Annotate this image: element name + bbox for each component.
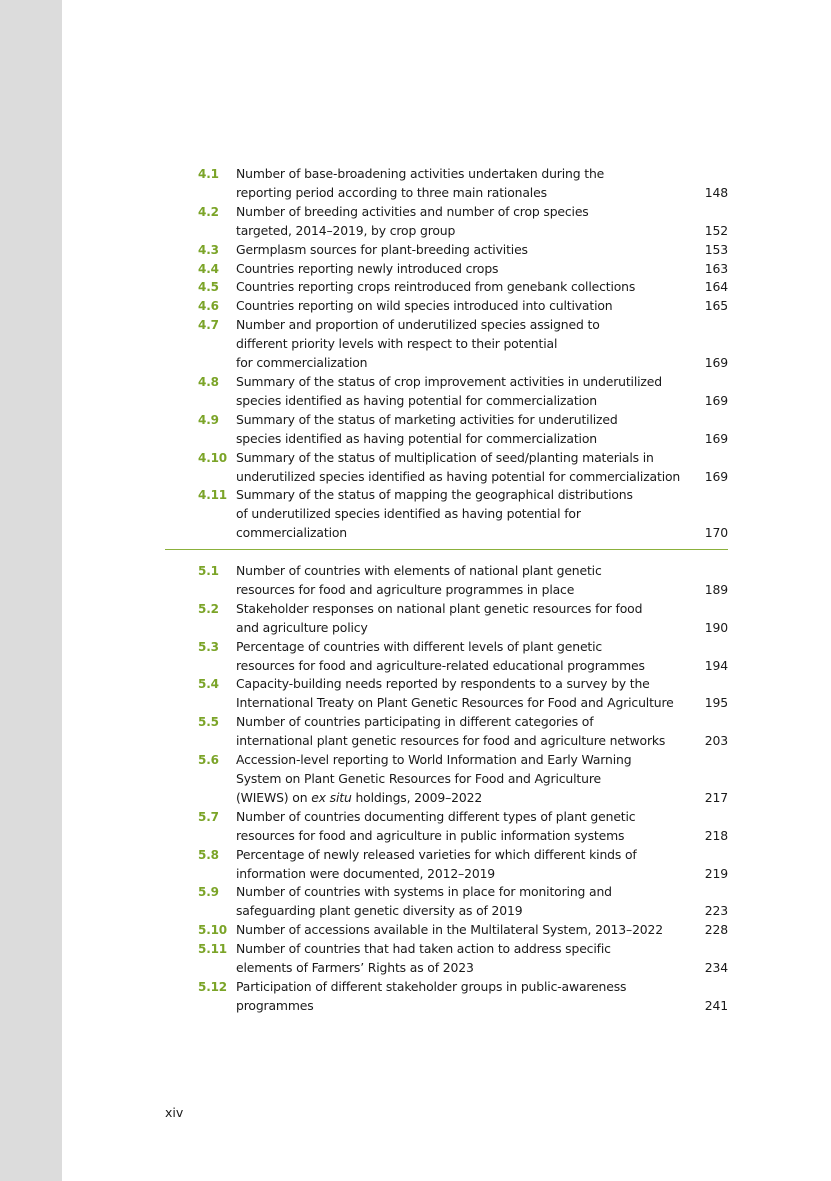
toc-entry-page: 195 [704, 695, 728, 711]
toc-entry-page: 194 [704, 657, 728, 673]
toc-entry[interactable] [165, 562, 728, 600]
toc-entry-page: 190 [704, 619, 728, 635]
section-divider [165, 549, 728, 550]
toc-entry-page: 169 [704, 355, 728, 371]
toc-entry-number: 5.6 [198, 753, 219, 768]
toc-entry-number: 5.7 [198, 809, 219, 824]
toc-entry[interactable] [165, 260, 728, 279]
toc-entry[interactable] [165, 278, 728, 297]
toc-entry[interactable] [165, 940, 728, 978]
toc-entry-number: 5.10 [198, 923, 228, 938]
toc-entry-page: 163 [704, 260, 728, 276]
toc-entry-number: 5.12 [198, 979, 228, 994]
toc-entry-page: 189 [704, 581, 728, 597]
toc-entry-number: 5.1 [198, 564, 219, 578]
toc-entry[interactable] [165, 600, 728, 638]
toc-section-4 [165, 165, 728, 543]
toc-entry-page: 165 [704, 298, 728, 314]
toc-entry[interactable] [165, 486, 728, 543]
toc-entry-title-line: Countries reporting crops reintroduced from genebank collections [236, 279, 636, 295]
toc-entry[interactable] [165, 921, 728, 940]
toc-entry-page: 219 [704, 865, 728, 881]
toc-entry-title-line: and agriculture policy [236, 619, 368, 635]
toc-entry[interactable] [165, 713, 728, 751]
toc-entry-title-line: resources for food and agriculture programmes in place [236, 581, 575, 597]
toc-entry-title-line: species identified as having potential for commercialization [236, 430, 597, 446]
toc-entry[interactable] [165, 373, 728, 411]
toc-entry-page: 170 [704, 525, 728, 541]
toc-entry-title-line: Percentage of newly released varieties for which different kinds of [236, 846, 637, 862]
toc-entry-page: 241 [704, 997, 728, 1013]
toc-entry-number: 4.7 [198, 318, 219, 333]
toc-entry-page: 234 [704, 960, 728, 976]
toc-entry-title-line: Number of accessions available in the Multilateral System, 2013–2022 [236, 922, 664, 938]
toc-entry-title-line: Number of countries with systems in place for monitoring and [236, 884, 612, 900]
toc-entry-title-line: resources for food and agriculture in public information systems [236, 827, 625, 843]
toc-entry-number: 4.6 [198, 299, 219, 314]
toc-entry-title-line: Number of countries documenting different types of plant genetic [236, 808, 636, 824]
toc-entry[interactable] [165, 241, 728, 260]
toc-entry-title-line: international plant genetic resources for food and agriculture networks [236, 733, 666, 749]
toc-entry-page: 164 [704, 279, 728, 295]
toc-entry[interactable] [165, 808, 728, 846]
toc-entry-title-line: Countries reporting on wild species introduced into cultivation [236, 298, 613, 314]
toc-entry-number: 5.3 [198, 639, 219, 654]
toc-entry[interactable] [165, 846, 728, 884]
toc-entry-title-line: Summary of the status of crop improvement activities in underutilized [236, 373, 662, 389]
toc-entry-title-line: Number of countries participating in different categories of [236, 714, 594, 730]
toc-entry-title-line: Number of base-broadening activities undertaken during the [236, 166, 605, 181]
toc-entry-number: 4.11 [198, 488, 228, 503]
toc-entry-title-line: resources for food and agriculture-related educational programmes [236, 657, 645, 673]
toc-entry-number: 4.8 [198, 374, 219, 389]
toc-entry-page: 203 [704, 733, 728, 749]
toc-entry-number: 4.4 [198, 261, 219, 276]
toc-entry-page: 218 [704, 827, 728, 843]
toc-entry[interactable] [165, 978, 728, 1016]
toc-entry-title-line: Summary of the status of marketing activities for underutilized [236, 411, 618, 427]
toc-entry-page: 169 [704, 468, 728, 484]
toc-entry-title-line: information were documented, 2012–2019 [236, 865, 496, 881]
toc-entry-title-line: Number and proportion of underutilized species assigned to [236, 317, 600, 333]
toc-entry-number: 4.9 [198, 412, 219, 427]
toc-entry[interactable] [165, 411, 728, 449]
toc-entry-number: 5.5 [198, 715, 219, 730]
toc-entry-number: 5.9 [198, 885, 219, 900]
toc-entry[interactable] [165, 316, 728, 373]
toc-entry-title-line: elements of Farmers’ Rights as of 2023 [236, 960, 474, 976]
toc-entry-number: 5.4 [198, 677, 219, 692]
toc-entry-number: 4.10 [198, 450, 228, 465]
toc-entry-title-line: underutilized species identified as having potential for commercialization [236, 468, 681, 484]
toc-entry-page: 152 [704, 222, 728, 238]
toc-entry-title-line: targeted, 2014–2019, by crop group [236, 222, 456, 238]
page-margin-bar [0, 0, 62, 1181]
toc-entry-title-line: reporting period according to three main rationales [236, 184, 547, 200]
toc-entry-page: 228 [704, 922, 728, 938]
toc-entry[interactable] [165, 449, 728, 487]
toc-entry-title-line: Summary of the status of mapping the geographical distributions [236, 487, 633, 503]
toc-entry-title-line: International Treaty on Plant Genetic Resources for Food and Agriculture [236, 695, 674, 711]
toc-entry-page: 169 [704, 392, 728, 408]
toc-entry-title-line: Accession-level reporting to World Information and Early Warning [236, 752, 632, 768]
toc-entry-number: 4.2 [198, 204, 219, 219]
toc-entry-title-line: safeguarding plant genetic diversity as of 2019 [236, 903, 523, 919]
toc-entry-page: 148 [704, 184, 728, 200]
toc-section-5 [165, 562, 728, 1016]
toc-entry[interactable] [165, 883, 728, 921]
toc-entry-number: 4.5 [198, 280, 219, 295]
toc-entry-page: 223 [704, 903, 728, 919]
toc-entry-title-line: Number of countries with elements of national plant genetic [236, 563, 602, 578]
toc-entry-title-line: Summary of the status of multiplication of seed/planting materials in [236, 449, 654, 465]
toc-entry-title-line: commercialization [236, 525, 347, 541]
page-number: xiv [165, 1105, 184, 1120]
toc-entry[interactable] [165, 297, 728, 316]
toc-entry-title-line: programmes [236, 997, 314, 1013]
toc-entry-number: 5.8 [198, 847, 219, 862]
toc-entry-title-line: (WIEWS) on ex situ holdings, 2009–2022 [236, 789, 483, 805]
toc-entry-title-line: for commercialization [236, 355, 368, 371]
toc-entry-number: 4.3 [198, 242, 219, 257]
toc-entry-title-line: Stakeholder responses on national plant genetic resources for food [236, 600, 643, 616]
toc-entry[interactable] [165, 751, 728, 808]
toc-entry-title-line: Participation of different stakeholder groups in public-awareness [236, 978, 627, 994]
toc-entry-title-line: System on Plant Genetic Resources for Food and Agriculture [236, 770, 601, 786]
toc-entry[interactable] [165, 675, 728, 713]
toc-entry-number: 5.11 [198, 942, 228, 957]
toc-entry-title-line: different priority levels with respect to their potential [236, 336, 558, 352]
toc-entry-title-line: Number of breeding activities and number of crop species [236, 203, 589, 219]
toc-entry-page: 217 [704, 789, 728, 805]
toc-entry-title-line: of underutilized species identified as having potential for [236, 506, 581, 522]
toc-entry[interactable] [165, 203, 728, 241]
toc-entry-page: 169 [704, 430, 728, 446]
toc-entry-title-line: Countries reporting newly introduced crops [236, 260, 499, 276]
toc-entry-page: 153 [704, 241, 728, 257]
toc-entry-title-line: Germplasm sources for plant-breeding activities [236, 241, 528, 257]
toc-entry[interactable] [165, 638, 728, 676]
toc-entry-title-line: Capacity-building needs reported by respondents to a survey by the [236, 676, 650, 692]
toc-entry-number: 4.1 [198, 167, 219, 181]
toc-entry-title-line: Percentage of countries with different levels of plant genetic [236, 638, 603, 654]
toc-entry-title-line: species identified as having potential for commercialization [236, 392, 597, 408]
toc-entry-number: 5.2 [198, 601, 219, 616]
toc-entry-title-line: Number of countries that had taken action to address specific [236, 941, 611, 957]
toc-entry[interactable] [165, 165, 728, 203]
